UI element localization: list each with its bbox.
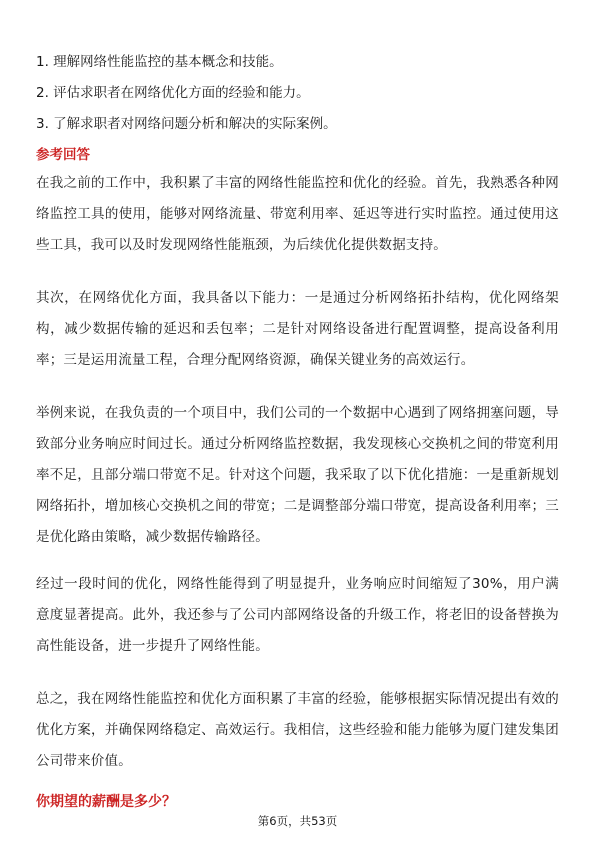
answer-paragraph: 经过一段时间的优化，网络性能得到了明显提升，业务响应时间缩短了30%，用户满意度显著提高。此外，我还参与了公司内部网络设备的升级工作，将老旧的设备替换为高性能设备，进一步提升了网络性能。 <box>36 576 559 654</box>
point-item: 1. 理解网络性能监控的基本概念和技能。 <box>36 54 283 70</box>
answer-paragraph: 举例来说，在我负责的一个项目中，我们公司的一个数据中心遇到了网络拥塞问题，导致部分业务响应时间过长。通过分析网络监控数据，我发现核心交换机之间的带宽利用率不足，且部分端口带宽不足。针对这个问题，我采取了以下优化措施：一是重新规划网络拓扑，增加核心交换机之间的带宽；二是调整部分端口带宽，提高设备利用率；三是优化路由策略，减少数据传输路径。 <box>36 405 559 545</box>
page-footer: 第6页，共53页 <box>257 814 338 828</box>
answer-paragraph: 其次，在网络优化方面，我具备以下能力：一是通过分析网络拓扑结构，优化网络架构，减少数据传输的延迟和丢包率；二是针对网络设备进行配置调整，提高设备利用率；三是运用流量工程，合理分配网络资源，确保关键业务的高效运行。 <box>36 290 559 368</box>
point-item: 3. 了解求职者对网络问题分析和解决的实际案例。 <box>36 116 337 132</box>
next-question-heading: 你期望的薪酬是多少？ <box>36 794 176 810</box>
point-item: 2. 评估求职者在网络优化方面的经验和能力。 <box>36 85 310 101</box>
answer-paragraph: 总之，我在网络性能监控和优化方面积累了丰富的经验，能够根据实际情况提出有效的优化方案，并确保网络稳定、高效运行。我相信，这些经验和能力能够为厦门建发集团公司带来价值。 <box>36 691 559 769</box>
answer-paragraph: 在我之前的工作中，我积累了丰富的网络性能监控和优化的经验。首先，我熟悉各种网络监控工具的使用，能够对网络流量、带宽利用率、延迟等进行实时监控。通过使用这些工具，我可以及时发现网络性能瓶颈，为后续优化提供数据支持。 <box>36 175 559 253</box>
answer-label: 参考回答 <box>36 147 90 163</box>
